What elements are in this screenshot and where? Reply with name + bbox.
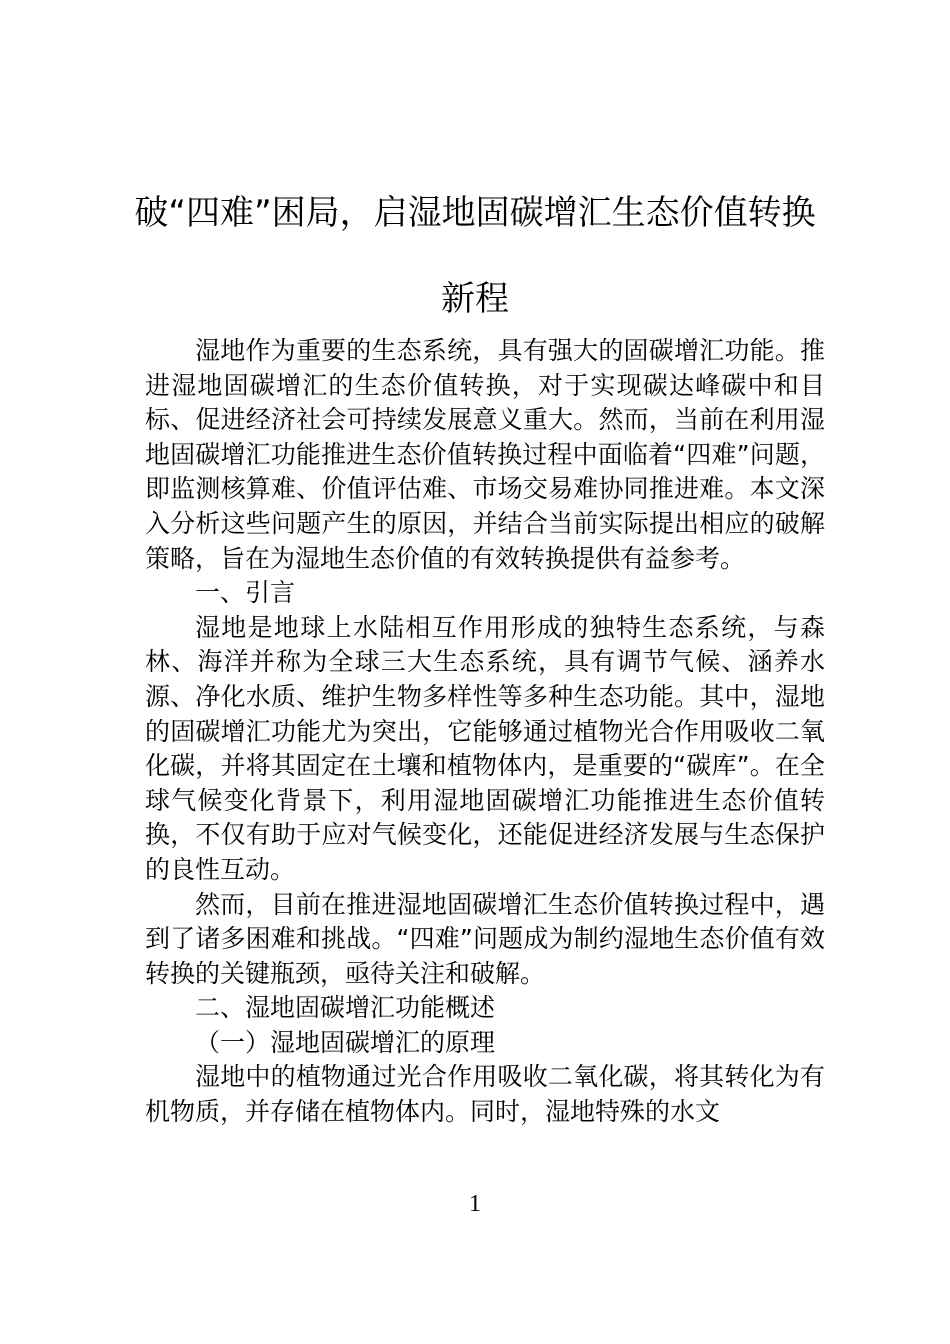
paragraph-principle: 湿地中的植物通过光合作用吸收二氧化碳，将其转化为有机物质，并存储在植物体内。同时，湿地特殊的水文 [145, 1062, 825, 1127]
paragraph-abstract: 湿地作为重要的生态系统，具有强大的固碳增汇功能。推进湿地固碳增汇的生态价值转换，对于实现碳达峰碳中和目标、促进经济社会可持续发展意义重大。然而，当前在利用湿地固碳增汇功能推进生态价值转换过程中面临着“四难”问题，即监测核算难、价值评估难、市场交易难协同推进难。本文深入分析这些问题产生的原因，并结合当前实际提出相应的破解策略，旨在为湿地生态价值的有效转换提供有益参考。 [145, 336, 825, 573]
paragraph-introduction-1: 湿地是地球上水陆相互作用形成的独特生态系统，与森林、海洋并称为全球三大生态系统，具有调节气候、涵养水源、净化水质、维护生物多样性等多种生态功能。其中，湿地的固碳增汇功能尤为突出，它能够通过植物光合作用吸收二氧化碳，并将其固定在土壤和植物体内，是重要的“碳库”。在全球气候变化背景下，利用湿地固碳增汇功能推进生态价值转换，不仅有助于应对气候变化，还能促进经济发展与生态保护的良性互动。 [145, 612, 825, 884]
paragraph-introduction-2: 然而，目前在推进湿地固碳增汇生态价值转换过程中，遇到了诸多困难和挑战。“四难”问题成为制约湿地生态价值有效转换的关键瓶颈，亟待关注和破解。 [145, 889, 825, 988]
document-body [145, 334, 825, 1130]
section-heading-overview: 二、湿地固碳增汇功能概述 [195, 993, 496, 1023]
subsection-heading-principle: （一）湿地固碳增汇的原理 [195, 1027, 496, 1057]
section-heading-introduction: 一、引言 [195, 578, 296, 608]
document-title: 破“四难”困局，启湿地固碳增汇生态价值转换新程 [134, 193, 816, 319]
page-number: 1 [469, 1191, 481, 1217]
